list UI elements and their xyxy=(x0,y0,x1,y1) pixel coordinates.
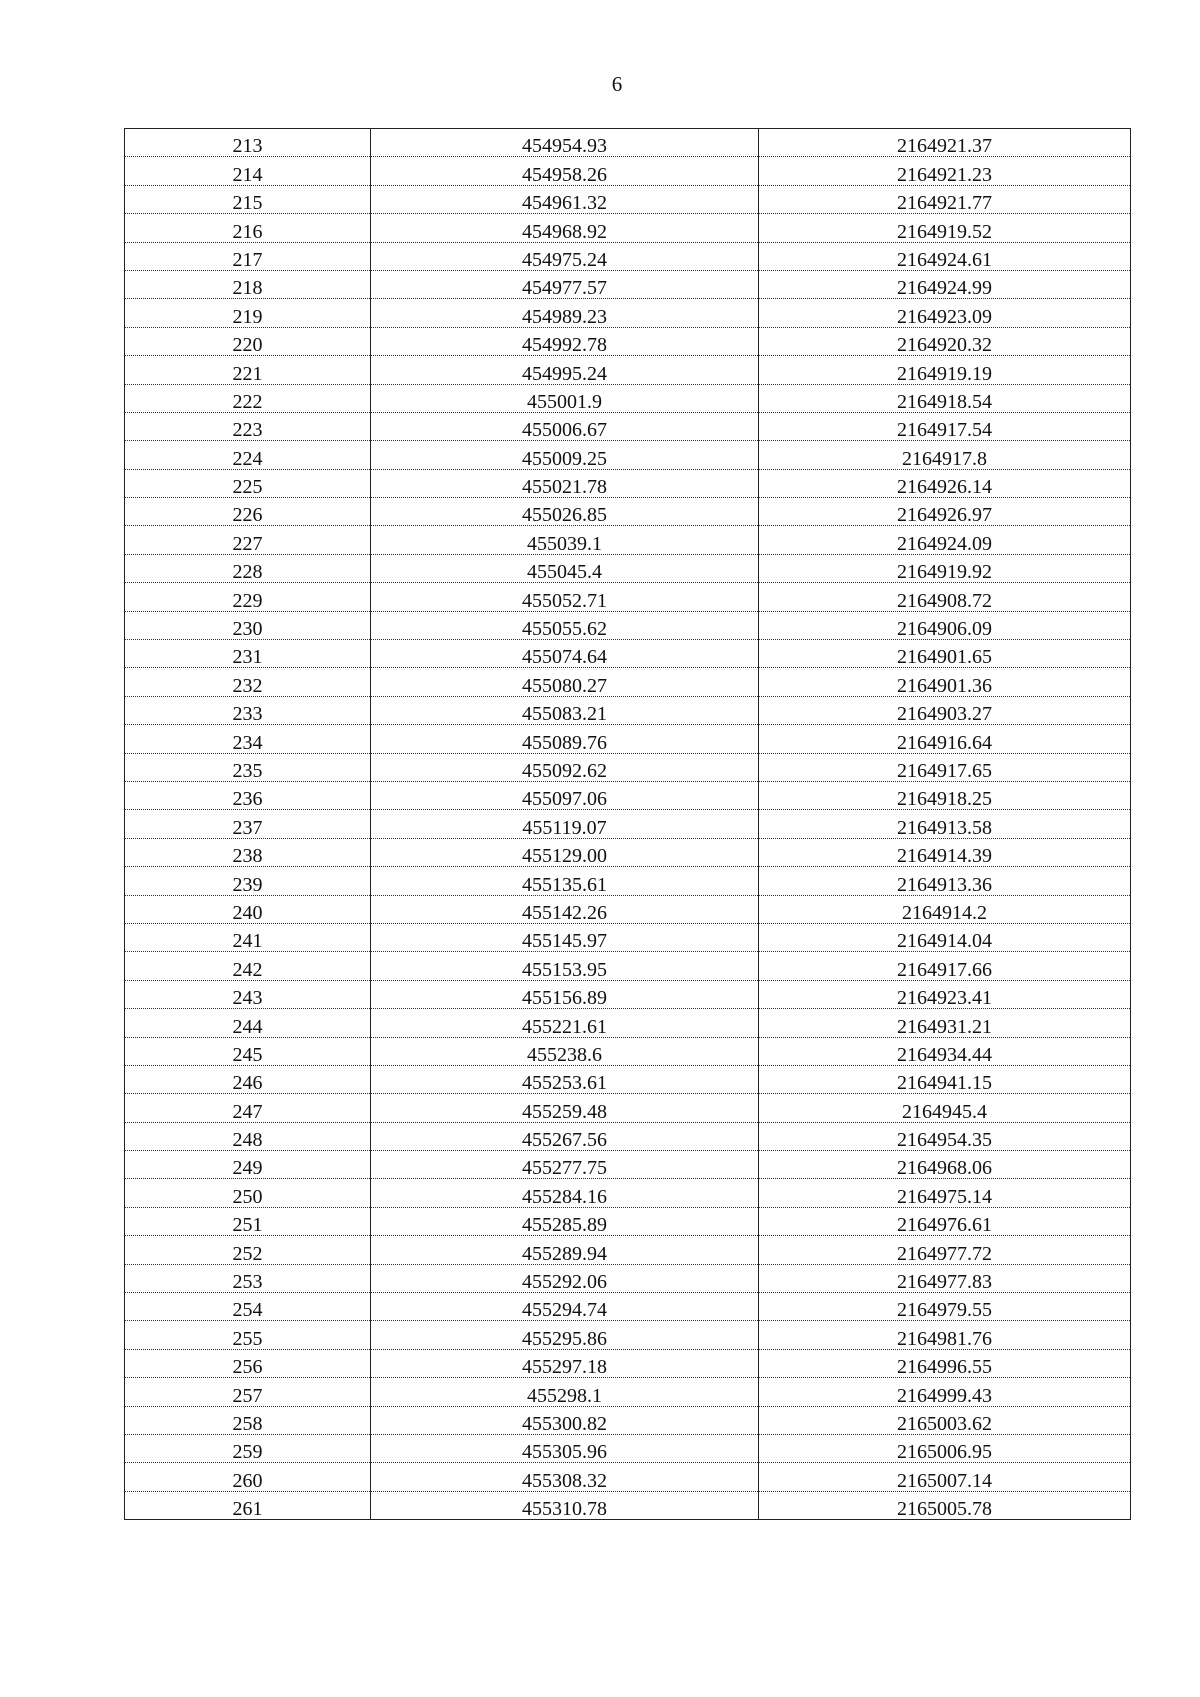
table-row xyxy=(125,1236,1131,1264)
point-number-cell: 254 xyxy=(125,1293,371,1321)
y-coordinate-cell: 2164999.43 xyxy=(759,1378,1131,1406)
x-coordinate-cell: 455153.95 xyxy=(371,952,759,980)
x-coordinate-cell: 454995.24 xyxy=(371,356,759,384)
x-coordinate-cell: 455129.00 xyxy=(371,838,759,866)
x-coordinate-cell: 455055.62 xyxy=(371,611,759,639)
point-number-cell: 224 xyxy=(125,441,371,469)
table-row xyxy=(125,583,1131,611)
table-row xyxy=(125,810,1131,838)
coordinate-table-body xyxy=(125,129,1131,1520)
table-row xyxy=(125,1009,1131,1037)
point-number-cell: 227 xyxy=(125,526,371,554)
x-coordinate-cell: 455135.61 xyxy=(371,867,759,895)
table-row xyxy=(125,696,1131,724)
x-coordinate-cell: 455092.62 xyxy=(371,753,759,781)
point-number-cell: 233 xyxy=(125,696,371,724)
point-number-cell: 218 xyxy=(125,270,371,298)
table-row xyxy=(125,1264,1131,1292)
x-coordinate-cell: 455285.89 xyxy=(371,1207,759,1235)
table-row xyxy=(125,129,1131,157)
x-coordinate-cell: 455298.1 xyxy=(371,1378,759,1406)
table-row xyxy=(125,384,1131,412)
x-coordinate-cell: 455006.67 xyxy=(371,412,759,440)
table-row xyxy=(125,1065,1131,1093)
x-coordinate-cell: 455089.76 xyxy=(371,725,759,753)
y-coordinate-cell: 2164913.58 xyxy=(759,810,1131,838)
x-coordinate-cell: 455259.48 xyxy=(371,1094,759,1122)
table-row xyxy=(125,1491,1131,1519)
y-coordinate-cell: 2164921.77 xyxy=(759,185,1131,213)
point-number-cell: 229 xyxy=(125,583,371,611)
table-row xyxy=(125,895,1131,923)
y-coordinate-cell: 2164917.66 xyxy=(759,952,1131,980)
table-row xyxy=(125,867,1131,895)
x-coordinate-cell: 455284.16 xyxy=(371,1179,759,1207)
table-row xyxy=(125,214,1131,242)
point-number-cell: 238 xyxy=(125,838,371,866)
point-number-cell: 261 xyxy=(125,1491,371,1519)
x-coordinate-cell: 455238.6 xyxy=(371,1037,759,1065)
table-row xyxy=(125,1037,1131,1065)
y-coordinate-cell: 2164914.04 xyxy=(759,923,1131,951)
y-coordinate-cell: 2164901.65 xyxy=(759,640,1131,668)
table-row xyxy=(125,1406,1131,1434)
point-number-cell: 253 xyxy=(125,1264,371,1292)
y-coordinate-cell: 2164918.25 xyxy=(759,781,1131,809)
point-number-cell: 240 xyxy=(125,895,371,923)
y-coordinate-cell: 2164977.72 xyxy=(759,1236,1131,1264)
x-coordinate-cell: 454958.26 xyxy=(371,157,759,185)
y-coordinate-cell: 2165006.95 xyxy=(759,1434,1131,1462)
table-row xyxy=(125,952,1131,980)
table-row xyxy=(125,498,1131,526)
x-coordinate-cell: 455308.32 xyxy=(371,1463,759,1491)
x-coordinate-cell: 455277.75 xyxy=(371,1151,759,1179)
table-row xyxy=(125,1434,1131,1462)
point-number-cell: 236 xyxy=(125,781,371,809)
x-coordinate-cell: 455295.86 xyxy=(371,1321,759,1349)
point-number-cell: 243 xyxy=(125,980,371,1008)
x-coordinate-cell: 454954.93 xyxy=(371,129,759,157)
y-coordinate-cell: 2164918.54 xyxy=(759,384,1131,412)
point-number-cell: 230 xyxy=(125,611,371,639)
x-coordinate-cell: 455156.89 xyxy=(371,980,759,1008)
point-number-cell: 237 xyxy=(125,810,371,838)
y-coordinate-cell: 2164981.76 xyxy=(759,1321,1131,1349)
y-coordinate-cell: 2164979.55 xyxy=(759,1293,1131,1321)
x-coordinate-cell: 455080.27 xyxy=(371,668,759,696)
point-number-cell: 216 xyxy=(125,214,371,242)
point-number-cell: 246 xyxy=(125,1065,371,1093)
y-coordinate-cell: 2164968.06 xyxy=(759,1151,1131,1179)
point-number-cell: 256 xyxy=(125,1349,371,1377)
table-row xyxy=(125,1349,1131,1377)
point-number-cell: 235 xyxy=(125,753,371,781)
table-row xyxy=(125,270,1131,298)
table-row xyxy=(125,412,1131,440)
point-number-cell: 259 xyxy=(125,1434,371,1462)
point-number-cell: 258 xyxy=(125,1406,371,1434)
table-row xyxy=(125,725,1131,753)
table-row xyxy=(125,1378,1131,1406)
x-coordinate-cell: 455145.97 xyxy=(371,923,759,951)
table-row xyxy=(125,1151,1131,1179)
point-number-cell: 249 xyxy=(125,1151,371,1179)
point-number-cell: 250 xyxy=(125,1179,371,1207)
y-coordinate-cell: 2164901.36 xyxy=(759,668,1131,696)
x-coordinate-cell: 455052.71 xyxy=(371,583,759,611)
table-row xyxy=(125,526,1131,554)
point-number-cell: 220 xyxy=(125,327,371,355)
table-row xyxy=(125,611,1131,639)
table-row xyxy=(125,668,1131,696)
page-number: 6 xyxy=(611,72,623,96)
table-row xyxy=(125,1321,1131,1349)
table-row xyxy=(125,185,1131,213)
y-coordinate-cell: 2164921.37 xyxy=(759,129,1131,157)
x-coordinate-cell: 455074.64 xyxy=(371,640,759,668)
y-coordinate-cell: 2164917.54 xyxy=(759,412,1131,440)
y-coordinate-cell: 2164923.41 xyxy=(759,980,1131,1008)
y-coordinate-cell: 2164954.35 xyxy=(759,1122,1131,1150)
table-row xyxy=(125,554,1131,582)
y-coordinate-cell: 2164914.2 xyxy=(759,895,1131,923)
y-coordinate-cell: 2164914.39 xyxy=(759,838,1131,866)
point-number-cell: 213 xyxy=(125,129,371,157)
x-coordinate-cell: 455267.56 xyxy=(371,1122,759,1150)
table-row xyxy=(125,242,1131,270)
point-number-cell: 219 xyxy=(125,299,371,327)
point-number-cell: 245 xyxy=(125,1037,371,1065)
table-row xyxy=(125,1293,1131,1321)
y-coordinate-cell: 2164926.14 xyxy=(759,469,1131,497)
x-coordinate-cell: 455026.85 xyxy=(371,498,759,526)
point-number-cell: 221 xyxy=(125,356,371,384)
point-number-cell: 226 xyxy=(125,498,371,526)
x-coordinate-cell: 454968.92 xyxy=(371,214,759,242)
point-number-cell: 244 xyxy=(125,1009,371,1037)
point-number-cell: 257 xyxy=(125,1378,371,1406)
y-coordinate-cell: 2164913.36 xyxy=(759,867,1131,895)
point-number-cell: 234 xyxy=(125,725,371,753)
table-row xyxy=(125,980,1131,1008)
x-coordinate-cell: 455300.82 xyxy=(371,1406,759,1434)
point-number-cell: 232 xyxy=(125,668,371,696)
x-coordinate-cell: 454977.57 xyxy=(371,270,759,298)
y-coordinate-cell: 2164917.65 xyxy=(759,753,1131,781)
point-number-cell: 231 xyxy=(125,640,371,668)
y-coordinate-cell: 2164917.8 xyxy=(759,441,1131,469)
table-row xyxy=(125,1207,1131,1235)
x-coordinate-cell: 455009.25 xyxy=(371,441,759,469)
table-row xyxy=(125,469,1131,497)
y-coordinate-cell: 2164924.09 xyxy=(759,526,1131,554)
y-coordinate-cell: 2164976.61 xyxy=(759,1207,1131,1235)
y-coordinate-cell: 2164921.23 xyxy=(759,157,1131,185)
table-row xyxy=(125,157,1131,185)
point-number-cell: 247 xyxy=(125,1094,371,1122)
x-coordinate-cell: 454989.23 xyxy=(371,299,759,327)
x-coordinate-cell: 455119.07 xyxy=(371,810,759,838)
y-coordinate-cell: 2164945.4 xyxy=(759,1094,1131,1122)
x-coordinate-cell: 455039.1 xyxy=(371,526,759,554)
x-coordinate-cell: 455021.78 xyxy=(371,469,759,497)
table-row xyxy=(125,299,1131,327)
y-coordinate-cell: 2164920.32 xyxy=(759,327,1131,355)
y-coordinate-cell: 2164923.09 xyxy=(759,299,1131,327)
point-number-cell: 242 xyxy=(125,952,371,980)
x-coordinate-cell: 454992.78 xyxy=(371,327,759,355)
x-coordinate-cell: 455045.4 xyxy=(371,554,759,582)
y-coordinate-cell: 2164996.55 xyxy=(759,1349,1131,1377)
x-coordinate-cell: 455253.61 xyxy=(371,1065,759,1093)
table-row xyxy=(125,838,1131,866)
table-row xyxy=(125,923,1131,951)
y-coordinate-cell: 2164926.97 xyxy=(759,498,1131,526)
point-number-cell: 222 xyxy=(125,384,371,412)
y-coordinate-cell: 2164919.52 xyxy=(759,214,1131,242)
point-number-cell: 223 xyxy=(125,412,371,440)
table-row xyxy=(125,1094,1131,1122)
y-coordinate-cell: 2164919.92 xyxy=(759,554,1131,582)
table-row xyxy=(125,640,1131,668)
point-number-cell: 260 xyxy=(125,1463,371,1491)
point-number-cell: 252 xyxy=(125,1236,371,1264)
point-number-cell: 217 xyxy=(125,242,371,270)
point-number-cell: 255 xyxy=(125,1321,371,1349)
point-number-cell: 239 xyxy=(125,867,371,895)
x-coordinate-cell: 455289.94 xyxy=(371,1236,759,1264)
point-number-cell: 251 xyxy=(125,1207,371,1235)
x-coordinate-cell: 455097.06 xyxy=(371,781,759,809)
y-coordinate-cell: 2164975.14 xyxy=(759,1179,1131,1207)
point-number-cell: 228 xyxy=(125,554,371,582)
x-coordinate-cell: 455221.61 xyxy=(371,1009,759,1037)
point-number-cell: 248 xyxy=(125,1122,371,1150)
y-coordinate-cell: 2164906.09 xyxy=(759,611,1131,639)
table-row xyxy=(125,356,1131,384)
x-coordinate-cell: 454975.24 xyxy=(371,242,759,270)
x-coordinate-cell: 454961.32 xyxy=(371,185,759,213)
table-row xyxy=(125,1179,1131,1207)
coordinate-table xyxy=(124,128,1131,1520)
point-number-cell: 215 xyxy=(125,185,371,213)
y-coordinate-cell: 2164941.15 xyxy=(759,1065,1131,1093)
y-coordinate-cell: 2165003.62 xyxy=(759,1406,1131,1434)
x-coordinate-cell: 455142.26 xyxy=(371,895,759,923)
y-coordinate-cell: 2164908.72 xyxy=(759,583,1131,611)
table-row xyxy=(125,327,1131,355)
x-coordinate-cell: 455294.74 xyxy=(371,1293,759,1321)
y-coordinate-cell: 2164924.99 xyxy=(759,270,1131,298)
y-coordinate-cell: 2164919.19 xyxy=(759,356,1131,384)
x-coordinate-cell: 455083.21 xyxy=(371,696,759,724)
table-row xyxy=(125,1122,1131,1150)
y-coordinate-cell: 2164934.44 xyxy=(759,1037,1131,1065)
y-coordinate-cell: 2165005.78 xyxy=(759,1491,1131,1519)
x-coordinate-cell: 455292.06 xyxy=(371,1264,759,1292)
x-coordinate-cell: 455297.18 xyxy=(371,1349,759,1377)
y-coordinate-cell: 2164916.64 xyxy=(759,725,1131,753)
y-coordinate-cell: 2164931.21 xyxy=(759,1009,1131,1037)
y-coordinate-cell: 2164924.61 xyxy=(759,242,1131,270)
point-number-cell: 214 xyxy=(125,157,371,185)
y-coordinate-cell: 2164977.83 xyxy=(759,1264,1131,1292)
point-number-cell: 241 xyxy=(125,923,371,951)
y-coordinate-cell: 2165007.14 xyxy=(759,1463,1131,1491)
table-row xyxy=(125,441,1131,469)
point-number-cell: 225 xyxy=(125,469,371,497)
table-row xyxy=(125,1463,1131,1491)
x-coordinate-cell: 455305.96 xyxy=(371,1434,759,1462)
table-row xyxy=(125,781,1131,809)
table-row xyxy=(125,753,1131,781)
x-coordinate-cell: 455001.9 xyxy=(371,384,759,412)
x-coordinate-cell: 455310.78 xyxy=(371,1491,759,1519)
y-coordinate-cell: 2164903.27 xyxy=(759,696,1131,724)
